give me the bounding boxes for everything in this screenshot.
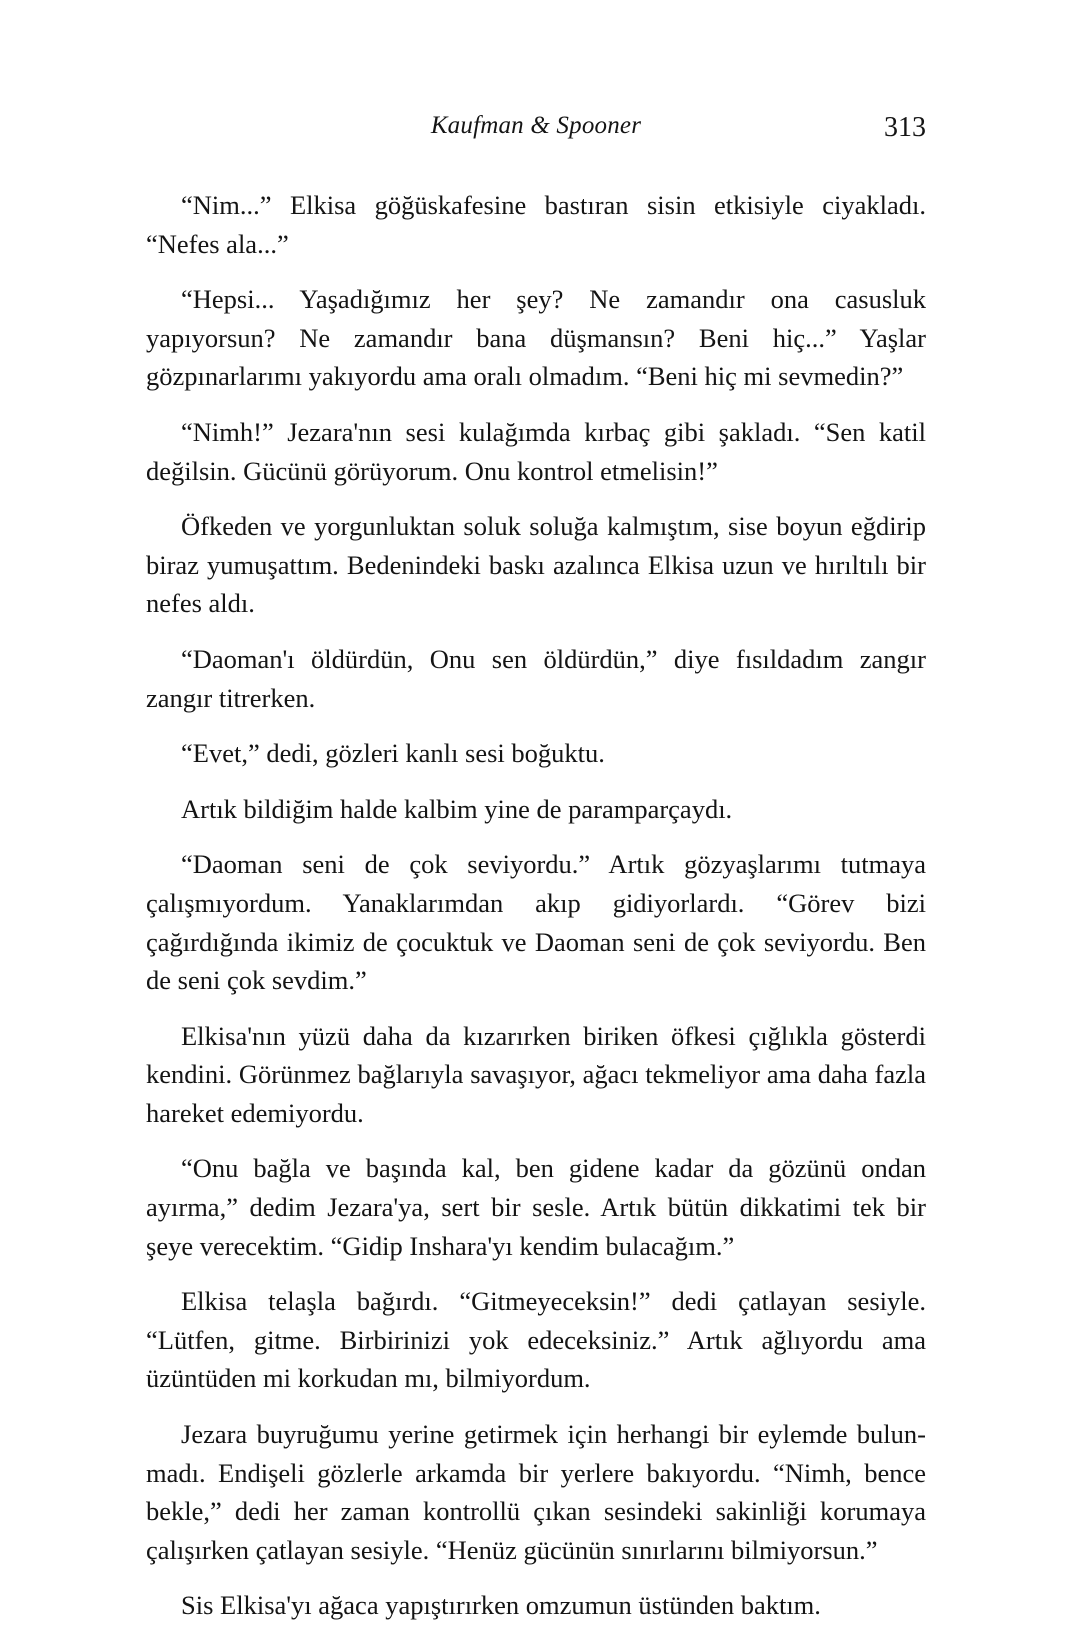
running-title: Kaufman & Spooner bbox=[430, 112, 642, 139]
paragraph: “Onu bağla ve başında kal, ben gidene kadar da gözünü ondan ayırma,” dedim Jezara'ya, sert bir sesle. Artık bütün dikkatimi tek bir şeye verecektim. “Gidip Inshara'yı kendim bulacağım.” bbox=[146, 1153, 926, 1261]
page-header bbox=[146, 112, 926, 152]
paragraph: Sis Elkisa'yı ağaca yapıştırırken omzumun üstünden baktım. bbox=[181, 1590, 821, 1621]
page-number: 313 bbox=[884, 112, 926, 143]
paragraph: “Daoman seni de çok seviyordu.” Artık gözyaşlarımı tutmaya çalışmıyordum. Yanaklarımdan akıp gidiyorlardı. “Görev bizi çağırdığında ikimiz de çocuktuk ve Daoman seni de çok seviyordu. Ben de seni çok sevdim.” bbox=[146, 849, 926, 996]
paragraph: “Daoman'ı öldürdün, Onu sen öldürdün,” diye fısıldadım zangır zangır titrerken. bbox=[146, 643, 926, 713]
paragraph: Elkisa telaşla bağırdı. “Gitmeyeceksin!” dedi çatlayan sesiyle. “Lütfen, gitme. Birbirinizi yok edeceksiniz.” Artık ağlıyordu ama üzüntüden mi korkudan mı, bilmiyordum. bbox=[146, 1286, 926, 1394]
paragraph: “Nim...” Elkisa göğüskafesine bastıran sisin etkisiyle ciyakladı. “Nefes ala...” bbox=[146, 190, 926, 259]
paragraph: Öfkeden ve yorgunluktan soluk soluğa kalmıştım, sise boyun eğdirip biraz yumuşattım. Bedenindeki baskı azalınca Elkisa uzun ve hırıltılı bir nefes aldı. bbox=[146, 511, 926, 619]
body-text bbox=[146, 186, 926, 1642]
paragraph: Elkisa'nın yüzü daha da kızarırken biriken öfkesi çığlıkla gösterdi kendini. Görünmez bağlarıyla savaşıyor, ağacı tekmeliyor ama daha fazla hareket edemiyordu. bbox=[146, 1020, 926, 1128]
paragraph: Artık bildiğim halde kalbim yine de paramparçaydı. bbox=[181, 793, 733, 824]
paragraph: “Hepsi... Yaşadığımız her şey? Ne zamandır ona casusluk yapıyorsun? Ne zamandır bana düşmansın? Beni hiç...” Yaşlar gözpınarlarımı yakıyordu ama oralı olmadım. “Beni hiç mi sevmedin?” bbox=[146, 284, 926, 392]
paragraph: Jezara buyruğumu yerine getirmek için herhangi bir eylemde bulunmadı. Endişeli gözlerle arkamda bir yerlere bakıyordu. “Nimh, bence bekle,” dedi her zaman kontrollü çıkan sesindeki sakinliği korumaya çalışırken çatlayan sesiyle. “Henüz gücünün sınırlarını bilmiyorsun.” bbox=[146, 1419, 926, 1565]
paragraph: “Evet,” dedi, gözleri kanlı sesi boğuktu. bbox=[181, 738, 605, 769]
paragraph: “Nimh!” Jezara'nın sesi kulağımda kırbaç gibi şakladı. “Sen katil değilsin. Gücünü görüyorum. Onu kontrol etmelisin!” bbox=[146, 416, 926, 486]
